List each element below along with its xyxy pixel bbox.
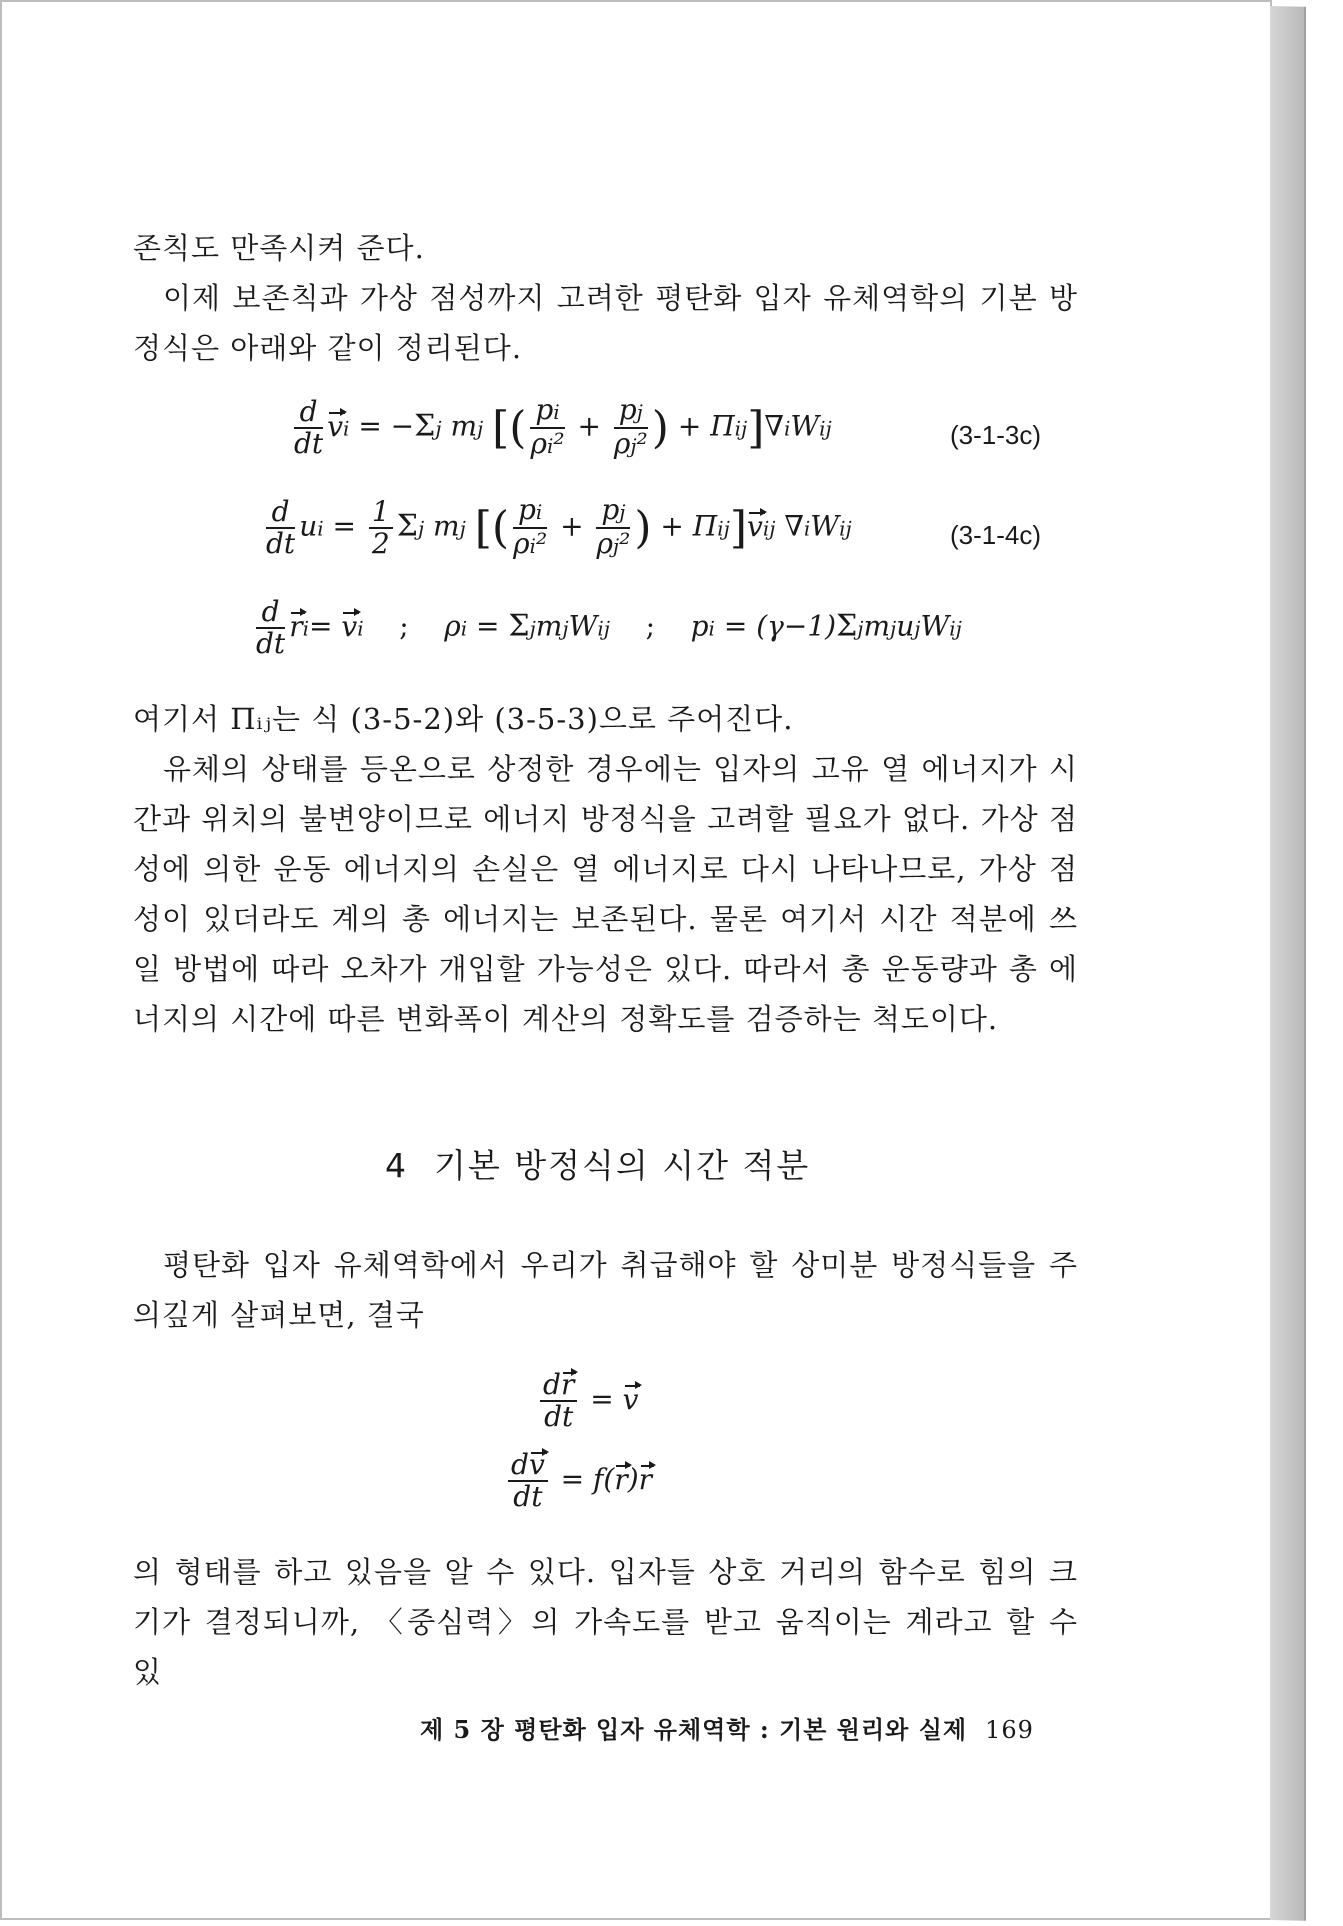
equation-dr-dt: $\frac{dr}{dt}$ = v [536, 1370, 638, 1432]
text-block-middle [133, 694, 1078, 1044]
paragraph-2: 이제 보존칙과 가상 점성까지 고려한 평탄화 입자 유체역학의 기본 방정식은 아래와 같이 정리된다. [133, 281, 1078, 365]
equation-energy: $\frac{d}{dt}$ ui = $\frac{1}{2}$ Σj mj [( $\frac{pi}{\text{ρi²}}$ + $\frac{pj}{\text{ρj²}}$ ) + Πij]vij ∇iWij [266, 493, 852, 560]
paragraph-4: 유체의 상태를 등온으로 상정한 경우에는 입자의 고유 열 에너지가 시간과 위치의 불변양이므로 에너지 방정식을 고려할 필요가 없다. 가상 점성에 의한 운동 에너지의 손실은 열 에너지로 다시 나타나므로, 가상 점성이 있더라도 계의 총 에너지는 보존된다. 물론 여기서 시간 적분에 쓰일 방법에 따라 오차가 개입할 가능성은 있다. 따라서 총 운동량과 총 에너지의 시간에 따른 변화폭이 계산의 정확도를 검증하는 척도이다. [133, 752, 1078, 1036]
text-block-top [133, 223, 1078, 373]
text-block-bottom [133, 1547, 1078, 1697]
chapter-title: 제 5 장 평탄화 입자 유체역학 : 기본 원리와 실제 [420, 1715, 968, 1744]
equation-position-density-pressure: $\frac{d}{dt}$ ri= vi ; ρi = ΣjmjWij ; pi = (γ−1)ΣjmjujWij [256, 595, 962, 660]
section-number: 4 [385, 1146, 408, 1185]
page-number: 169 [985, 1716, 1034, 1744]
paragraph-5: 평탄화 입자 유체역학에서 우리가 취급해야 할 상미분 방정식들을 주의깊게 살펴보면, 결국 [133, 1248, 1078, 1332]
section-title: 기본 방정식의 시간 적분 [434, 1146, 811, 1185]
text-block-section [133, 1240, 1078, 1340]
paragraph-1: 존칙도 만족시켜 준다. [133, 231, 425, 265]
equation-momentum: $\frac{d}{dt}$ vi = −Σj mj [( $\frac{pi}{\text{ρi²}}$ + $\frac{pj}{\text{ρj²}}$ ) + Πij]∇iWij [294, 393, 832, 460]
paragraph-3: 여기서 Πᵢⱼ는 식 (3-5-2)와 (3-5-3)으로 주어진다. [133, 702, 794, 736]
page-footer [420, 1710, 1034, 1745]
equation-number-1: (3-1-3c) [950, 420, 1042, 450]
page-edge [1270, 6, 1306, 1921]
equation-number-2: (3-1-4c) [950, 520, 1042, 550]
paragraph-6: 의 형태를 하고 있음을 알 수 있다. 입자들 상호 거리의 함수로 힘의 크기가 결정되니까, 〈중심력〉의 가속도를 받고 움직이는 계라고 할 수 있 [133, 1555, 1078, 1689]
section-heading [385, 1140, 810, 1187]
equation-dv-dt: $\frac{dv}{dt}$ = f(r)r [504, 1450, 652, 1512]
